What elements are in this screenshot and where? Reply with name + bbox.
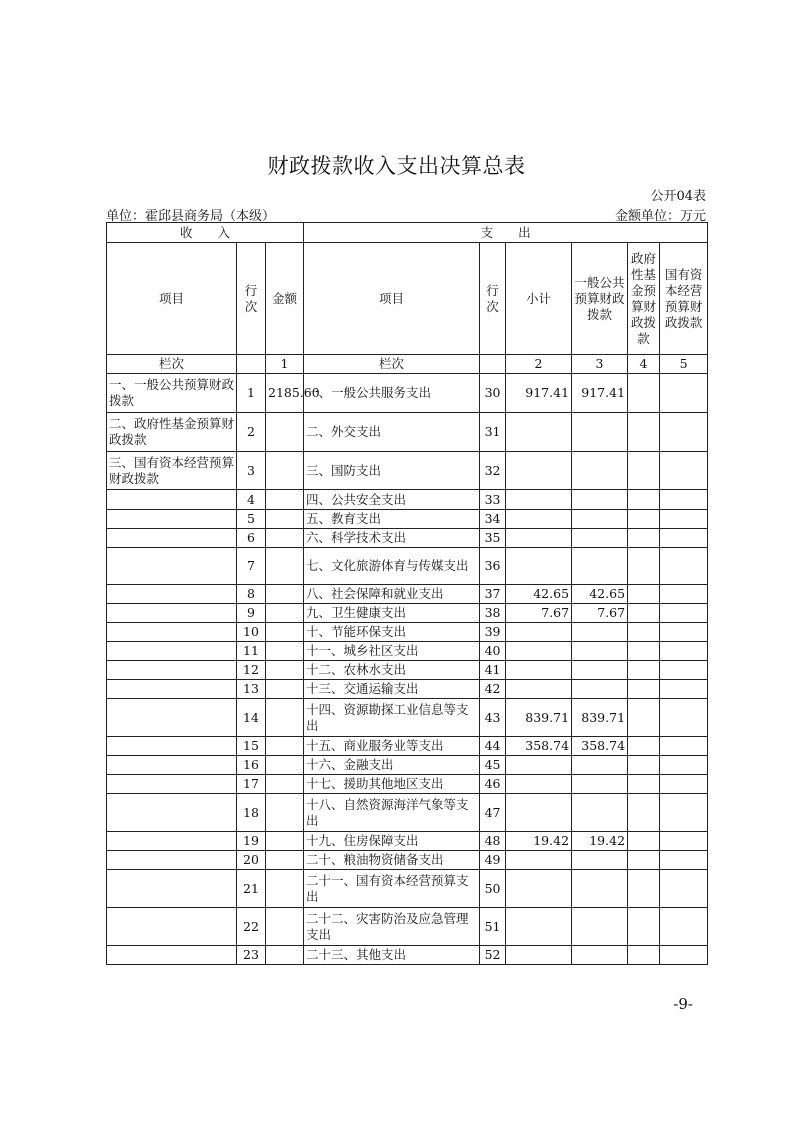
income-item-cell: 三、国有资本经营预算财政拨款: [107, 452, 237, 490]
general-budget-cell: [572, 452, 628, 490]
state-capital-cell: [660, 908, 708, 946]
table-row: [107, 510, 708, 529]
table-row: [107, 585, 708, 604]
general-budget-cell: 19.42: [572, 832, 628, 851]
expense-item-cell: 九、卫生健康支出: [304, 604, 480, 623]
state-capital-cell: [660, 756, 708, 775]
income-amount-cell: [266, 490, 304, 510]
income-amount-cell: [266, 623, 304, 642]
income-amount-cell: [266, 794, 304, 832]
gov-fund-cell: [628, 585, 660, 604]
state-capital-cell: [660, 680, 708, 699]
col-index-gov-fund: 4: [628, 355, 660, 374]
gov-fund-cell: [628, 680, 660, 699]
income-item-cell: [107, 548, 237, 585]
income-item-cell: [107, 585, 237, 604]
expense-item-cell: 十四、资源勘探工业信息等支出: [304, 699, 480, 737]
income-item-cell: [107, 737, 237, 756]
gov-fund-cell: [628, 737, 660, 756]
table-row: [107, 775, 708, 794]
state-capital-cell: [660, 699, 708, 737]
income-line-cell: 19: [237, 832, 266, 851]
subtotal-cell: [506, 870, 572, 908]
income-line-cell: 2: [237, 413, 266, 452]
income-amount-cell: [266, 908, 304, 946]
general-budget-cell: [572, 642, 628, 661]
expense-item-cell: 八、社会保障和就业支出: [304, 585, 480, 604]
expense-item-cell: 二十二、灾害防治及应急管理支出: [304, 908, 480, 946]
col-index-state-capital: 5: [660, 355, 708, 374]
income-line-cell: 4: [237, 490, 266, 510]
income-line-cell: 8: [237, 585, 266, 604]
income-item-cell: [107, 756, 237, 775]
income-amount-cell: [266, 699, 304, 737]
table-row: [107, 832, 708, 851]
state-capital-cell: [660, 604, 708, 623]
col-index-label-2: 栏次: [304, 355, 480, 374]
income-section-header: 收 入: [107, 223, 304, 243]
income-line-cell: 15: [237, 737, 266, 756]
col-index-line-2: [480, 355, 506, 374]
expense-item-cell: 二十、粮油物资储备支出: [304, 851, 480, 870]
table-row: [107, 490, 708, 510]
expense-line-cell: 45: [480, 756, 506, 775]
state-capital-cell: [660, 585, 708, 604]
gov-fund-cell: [628, 452, 660, 490]
expense-line-cell: 37: [480, 585, 506, 604]
expense-item-cell: 十七、援助其他地区支出: [304, 775, 480, 794]
table-row: [107, 413, 708, 452]
gov-fund-cell: [628, 851, 660, 870]
income-item-cell: [107, 908, 237, 946]
subtotal-cell: [506, 756, 572, 775]
col-index-general: 3: [572, 355, 628, 374]
general-budget-cell: [572, 775, 628, 794]
gov-fund-cell: [628, 661, 660, 680]
money-unit-label: 金额单位：万元: [614, 209, 706, 224]
expense-line-header: 行次: [480, 243, 506, 355]
general-budget-cell: [572, 680, 628, 699]
expense-line-cell: 30: [480, 374, 506, 413]
income-line-cell: 10: [237, 623, 266, 642]
income-item-cell: [107, 832, 237, 851]
income-item-cell: [107, 775, 237, 794]
table-row: [107, 661, 708, 680]
expense-line-cell: 46: [480, 775, 506, 794]
table-row: [107, 604, 708, 623]
table-row: [107, 870, 708, 908]
gov-fund-cell: [628, 832, 660, 851]
subtotal-cell: [506, 851, 572, 870]
subtotal-cell: 917.41: [506, 374, 572, 413]
col-index-label: 栏次: [107, 355, 237, 374]
gov-fund-cell: [628, 510, 660, 529]
expense-line-cell: 33: [480, 490, 506, 510]
table-row: [107, 851, 708, 870]
page-number: -9-: [673, 995, 693, 1013]
state-capital-cell: [660, 946, 708, 965]
gov-fund-cell: [628, 548, 660, 585]
col-index-amount: 1: [266, 355, 304, 374]
expense-item-cell: 二十三、其他支出: [304, 946, 480, 965]
general-budget-header: 一般公共预算财政拨款: [572, 243, 628, 355]
expense-line-cell: 35: [480, 529, 506, 548]
expense-line-cell: 48: [480, 832, 506, 851]
income-line-cell: 23: [237, 946, 266, 965]
income-amount-cell: [266, 642, 304, 661]
table-row: [107, 737, 708, 756]
income-amount-cell: [266, 585, 304, 604]
table-row: [107, 680, 708, 699]
general-budget-cell: [572, 623, 628, 642]
income-line-cell: 16: [237, 756, 266, 775]
income-item-cell: [107, 870, 237, 908]
income-amount-cell: [266, 756, 304, 775]
expense-section-header: 支 出: [304, 223, 708, 243]
expense-item-cell: 十、节能环保支出: [304, 623, 480, 642]
income-line-cell: 18: [237, 794, 266, 832]
expense-item-cell: 六、科学技术支出: [304, 529, 480, 548]
income-item-cell: [107, 642, 237, 661]
gov-fund-cell: [628, 794, 660, 832]
general-budget-cell: [572, 870, 628, 908]
gov-fund-cell: [628, 623, 660, 642]
income-item-cell: [107, 946, 237, 965]
income-item-header: 项目: [107, 243, 237, 355]
income-line-cell: 3: [237, 452, 266, 490]
table-row: [107, 548, 708, 585]
subtotal-cell: [506, 413, 572, 452]
expense-item-cell: 十五、商业服务业等支出: [304, 737, 480, 756]
income-item-cell: 二、政府性基金预算财政拨款: [107, 413, 237, 452]
state-capital-cell: [660, 413, 708, 452]
table-row: [107, 699, 708, 737]
state-capital-cell: [660, 642, 708, 661]
general-budget-cell: [572, 661, 628, 680]
expense-line-cell: 49: [480, 851, 506, 870]
general-budget-cell: 7.67: [572, 604, 628, 623]
subtotal-cell: [506, 510, 572, 529]
income-amount-cell: [266, 737, 304, 756]
expense-item-cell: 七、文化旅游体育与传媒支出: [304, 548, 480, 585]
subtotal-cell: [506, 623, 572, 642]
gov-fund-cell: [628, 529, 660, 548]
state-capital-cell: [660, 870, 708, 908]
subtotal-cell: 19.42: [506, 832, 572, 851]
subtotal-cell: [506, 775, 572, 794]
general-budget-cell: [572, 756, 628, 775]
subtotal-cell: 358.74: [506, 737, 572, 756]
table-row: [107, 642, 708, 661]
income-amount-cell: [266, 775, 304, 794]
subtotal-cell: 42.65: [506, 585, 572, 604]
income-line-cell: 9: [237, 604, 266, 623]
subtotal-cell: [506, 946, 572, 965]
finance-summary-table: [106, 222, 708, 965]
page-title: 财政拨款收入支出决算总表: [267, 154, 526, 178]
income-item-cell: [107, 490, 237, 510]
expense-line-cell: 36: [480, 548, 506, 585]
income-line-header: 行次: [237, 243, 266, 355]
income-item-cell: [107, 661, 237, 680]
gov-fund-cell: [628, 374, 660, 413]
expense-line-cell: 47: [480, 794, 506, 832]
state-capital-cell: [660, 510, 708, 529]
income-amount-cell: [266, 851, 304, 870]
income-item-cell: [107, 680, 237, 699]
expense-item-cell: 三、国防支出: [304, 452, 480, 490]
state-capital-cell: [660, 851, 708, 870]
general-budget-cell: [572, 529, 628, 548]
subtotal-cell: [506, 642, 572, 661]
income-amount-cell: [266, 604, 304, 623]
income-amount-cell: [266, 832, 304, 851]
income-line-cell: 14: [237, 699, 266, 737]
gov-fund-cell: [628, 604, 660, 623]
table-row: [107, 529, 708, 548]
table-row: [107, 623, 708, 642]
gov-fund-cell: [628, 870, 660, 908]
state-capital-cell: [660, 490, 708, 510]
income-line-cell: 21: [237, 870, 266, 908]
state-capital-cell: [660, 452, 708, 490]
gov-fund-cell: [628, 490, 660, 510]
general-budget-cell: [572, 510, 628, 529]
subtotal-cell: [506, 548, 572, 585]
expense-item-cell: 二十一、国有资本经营预算支出: [304, 870, 480, 908]
gov-fund-cell: [628, 699, 660, 737]
expense-line-cell: 42: [480, 680, 506, 699]
general-budget-cell: [572, 794, 628, 832]
gov-fund-cell: [628, 756, 660, 775]
expense-item-cell: 四、公共安全支出: [304, 490, 480, 510]
col-index-line: [237, 355, 266, 374]
income-amount-cell: [266, 529, 304, 548]
subtotal-cell: [506, 794, 572, 832]
expense-item-cell: 十六、金融支出: [304, 756, 480, 775]
state-capital-cell: [660, 529, 708, 548]
expense-item-cell: 五、教育支出: [304, 510, 480, 529]
general-budget-cell: [572, 548, 628, 585]
gov-fund-header: 政府性基金预算财政拨款: [628, 243, 660, 355]
general-budget-cell: [572, 946, 628, 965]
income-line-cell: 20: [237, 851, 266, 870]
income-line-cell: 6: [237, 529, 266, 548]
income-line-cell: 17: [237, 775, 266, 794]
general-budget-cell: [572, 413, 628, 452]
income-item-cell: [107, 623, 237, 642]
general-budget-cell: 42.65: [572, 585, 628, 604]
section-header-row: [107, 223, 708, 243]
table-row: [107, 908, 708, 946]
gov-fund-cell: [628, 775, 660, 794]
income-item-cell: [107, 529, 237, 548]
gov-fund-cell: [628, 413, 660, 452]
income-amount-cell: [266, 946, 304, 965]
income-line-cell: 5: [237, 510, 266, 529]
table-row: [107, 374, 708, 413]
expense-item-cell: 二、外交支出: [304, 413, 480, 452]
general-budget-cell: 917.41: [572, 374, 628, 413]
general-budget-cell: 358.74: [572, 737, 628, 756]
subtotal-cell: [506, 908, 572, 946]
table-row: [107, 946, 708, 965]
state-capital-cell: [660, 548, 708, 585]
income-amount-cell: 2185.60: [266, 374, 304, 413]
expense-item-header: 项目: [304, 243, 480, 355]
gov-fund-cell: [628, 908, 660, 946]
income-line-cell: 7: [237, 548, 266, 585]
expense-line-cell: 50: [480, 870, 506, 908]
expense-item-cell: 十一、城乡社区支出: [304, 642, 480, 661]
general-budget-cell: [572, 490, 628, 510]
expense-item-cell: 十三、交通运输支出: [304, 680, 480, 699]
subtotal-cell: [506, 452, 572, 490]
general-budget-cell: [572, 851, 628, 870]
expense-item-cell: 十八、自然资源海洋气象等支出: [304, 794, 480, 832]
state-capital-cell: [660, 794, 708, 832]
income-amount-cell: [266, 510, 304, 529]
income-item-cell: 一、一般公共预算财政拨款: [107, 374, 237, 413]
subtotal-cell: 7.67: [506, 604, 572, 623]
expense-line-cell: 34: [480, 510, 506, 529]
income-item-cell: [107, 604, 237, 623]
income-line-cell: 11: [237, 642, 266, 661]
subtotal-cell: [506, 529, 572, 548]
column-index-row: [107, 355, 708, 374]
expense-item-cell: 十二、农林水支出: [304, 661, 480, 680]
expense-line-cell: 38: [480, 604, 506, 623]
income-line-cell: 12: [237, 661, 266, 680]
income-amount-cell: [266, 680, 304, 699]
income-amount-cell: [266, 661, 304, 680]
subtotal-cell: [506, 661, 572, 680]
expense-item-cell: 十九、住房保障支出: [304, 832, 480, 851]
expense-line-cell: 52: [480, 946, 506, 965]
income-amount-cell: [266, 870, 304, 908]
gov-fund-cell: [628, 946, 660, 965]
table-row: [107, 756, 708, 775]
income-amount-header: 金额: [266, 243, 304, 355]
income-line-cell: 13: [237, 680, 266, 699]
expense-item-cell: 一、一般公共服务支出: [304, 374, 480, 413]
state-capital-cell: [660, 661, 708, 680]
state-capital-cell: [660, 374, 708, 413]
income-item-cell: [107, 794, 237, 832]
income-item-cell: [107, 851, 237, 870]
expense-line-cell: 39: [480, 623, 506, 642]
expense-line-cell: 44: [480, 737, 506, 756]
income-amount-cell: [266, 452, 304, 490]
state-capital-cell: [660, 737, 708, 756]
state-capital-cell: [660, 623, 708, 642]
expense-line-cell: 31: [480, 413, 506, 452]
income-amount-cell: [266, 548, 304, 585]
expense-line-cell: 32: [480, 452, 506, 490]
income-item-cell: [107, 699, 237, 737]
expense-line-cell: 43: [480, 699, 506, 737]
income-item-cell: [107, 510, 237, 529]
expense-line-cell: 40: [480, 642, 506, 661]
state-capital-cell: [660, 832, 708, 851]
general-budget-cell: 839.71: [572, 699, 628, 737]
column-header-row: [107, 243, 708, 355]
unit-label: 单位：霍邱县商务局（本级）: [106, 209, 276, 224]
expense-line-cell: 41: [480, 661, 506, 680]
table-row: [107, 452, 708, 490]
subtotal-cell: 839.71: [506, 699, 572, 737]
state-capital-header: 国有资本经营预算财政拨款: [660, 243, 708, 355]
subtotal-cell: [506, 680, 572, 699]
gov-fund-cell: [628, 642, 660, 661]
subtotal-cell: [506, 490, 572, 510]
subtotal-header: 小计: [506, 243, 572, 355]
income-line-cell: 22: [237, 908, 266, 946]
col-index-subtotal: 2: [506, 355, 572, 374]
general-budget-cell: [572, 908, 628, 946]
table-row: [107, 794, 708, 832]
state-capital-cell: [660, 775, 708, 794]
income-amount-cell: [266, 413, 304, 452]
income-line-cell: 1: [237, 374, 266, 413]
expense-line-cell: 51: [480, 908, 506, 946]
form-number: 公开04表: [650, 189, 706, 204]
